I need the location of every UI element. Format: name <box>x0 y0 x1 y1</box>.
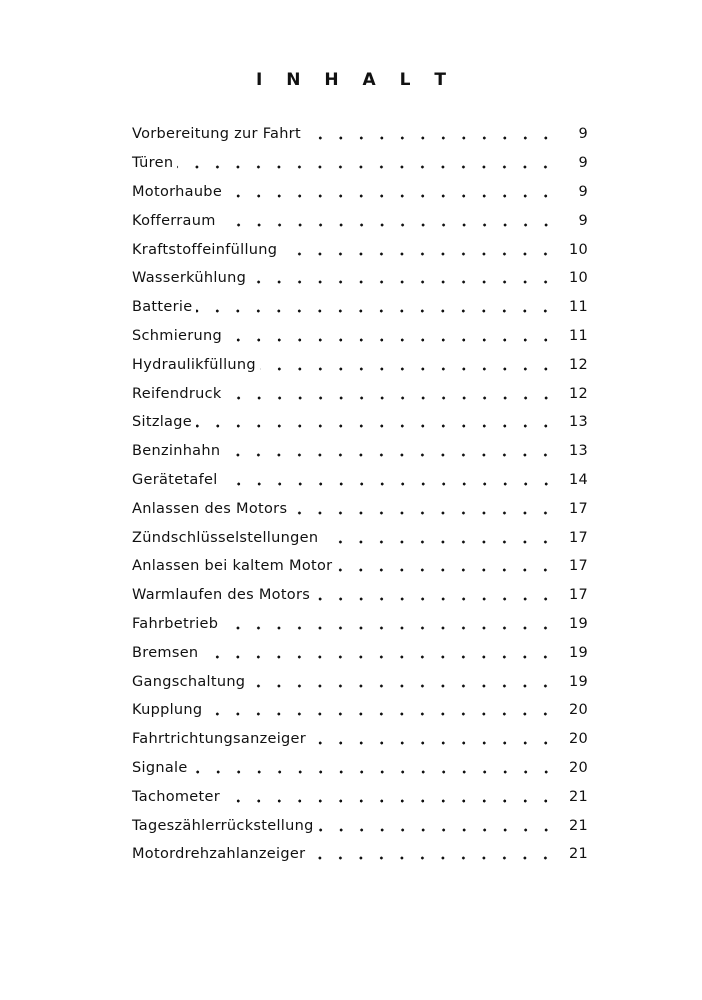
dot-leader <box>322 535 556 549</box>
toc-entry <box>132 667 588 696</box>
toc-entry-label: Warmlaufen des Motors <box>132 587 311 604</box>
toc-entry <box>132 754 588 783</box>
dot-leader <box>177 160 556 174</box>
toc-entry-label: Kupplung <box>132 702 203 719</box>
toc-entry <box>132 811 588 840</box>
toc-entry-label: Zündschlüsselstellungen <box>132 529 319 546</box>
toc-entry-page-number: 13 <box>568 443 588 460</box>
dot-leader <box>224 448 556 462</box>
dot-leader <box>250 275 556 289</box>
toc-entry-page-number: 17 <box>568 500 588 517</box>
toc-entry <box>132 494 588 523</box>
toc-entry-page-number: 20 <box>568 702 588 719</box>
toc-entry-label: Fahrtrichtungsanzeiger <box>132 731 307 748</box>
toc-entry-label: Batterie <box>132 299 193 316</box>
toc-entry-label: Türen <box>132 155 174 172</box>
toc-entry-label: Schmierung <box>132 327 222 344</box>
toc-entry <box>132 610 588 639</box>
toc-entry <box>132 120 588 149</box>
dot-leader <box>226 189 556 203</box>
toc-entry-label: Vorbereitung zur Fahrt <box>132 126 301 143</box>
toc-entry <box>132 581 588 610</box>
toc-entry <box>132 408 588 437</box>
toc-entry-label: Bremsen <box>132 644 199 661</box>
toc-entry-page-number: 21 <box>568 846 588 863</box>
toc-entry <box>132 552 588 581</box>
dot-leader <box>281 247 556 261</box>
toc-entry-page-number: 12 <box>568 356 588 373</box>
toc-entry-label: Reifendruck <box>132 385 222 402</box>
toc-entry-label: Anlassen bei kaltem Motor <box>132 558 333 575</box>
page-title: I N H A L T <box>256 70 455 90</box>
toc-entry <box>132 350 588 379</box>
dot-leader <box>309 851 556 865</box>
toc-entry-page-number: 21 <box>568 817 588 834</box>
dot-leader <box>226 391 556 405</box>
dot-leader <box>249 679 556 693</box>
table-of-contents <box>132 120 588 869</box>
toc-entry-label: Anlassen des Motors <box>132 500 288 517</box>
toc-entry-label: Sitzlage <box>132 414 192 431</box>
toc-entry-page-number: 10 <box>568 270 588 287</box>
dot-leader <box>305 131 556 145</box>
toc-entry-page-number: 9 <box>578 126 588 143</box>
toc-entry <box>132 696 588 725</box>
toc-entry-label: Fahrbetrieb <box>132 615 219 632</box>
dot-leader <box>226 333 556 347</box>
toc-entry-page-number: 21 <box>568 788 588 805</box>
toc-entry-label: Gangschaltung <box>132 673 246 690</box>
toc-entry-label: Motorhaube <box>132 183 223 200</box>
toc-entry <box>132 523 588 552</box>
dot-leader <box>314 592 556 606</box>
toc-entry-page-number: 9 <box>578 212 588 229</box>
dot-leader <box>310 736 556 750</box>
toc-entry-page-number: 20 <box>568 759 588 776</box>
toc-entry-label: Hydraulikfüllung <box>132 356 256 373</box>
toc-entry-page-number: 19 <box>568 615 588 632</box>
toc-entry-page-number: 17 <box>568 558 588 575</box>
dot-leader <box>222 621 556 635</box>
toc-entry-page-number: 9 <box>578 155 588 172</box>
toc-entry-label: Kraftstoffeinfüllung <box>132 241 278 258</box>
toc-entry <box>132 638 588 667</box>
dot-leader <box>224 794 556 808</box>
toc-entry-label: Gerätetafel <box>132 471 218 488</box>
toc-entry-page-number: 17 <box>568 529 588 546</box>
dot-leader <box>202 650 556 664</box>
dot-leader <box>336 563 556 577</box>
dot-leader <box>220 218 556 232</box>
toc-entry-page-number: 11 <box>568 327 588 344</box>
toc-entry-page-number: 10 <box>568 241 588 258</box>
dot-leader <box>291 506 556 520</box>
toc-entry <box>132 322 588 351</box>
dot-leader <box>318 823 556 837</box>
dot-leader <box>196 304 556 318</box>
toc-entry-label: Kofferraum <box>132 212 216 229</box>
toc-entry-page-number: 12 <box>568 385 588 402</box>
toc-entry-page-number: 19 <box>568 673 588 690</box>
toc-entry <box>132 840 588 869</box>
toc-entry <box>132 293 588 322</box>
toc-entry-page-number: 19 <box>568 644 588 661</box>
toc-entry-page-number: 11 <box>568 299 588 316</box>
dot-leader <box>206 707 556 721</box>
toc-entry <box>132 264 588 293</box>
toc-entry <box>132 466 588 495</box>
dot-leader <box>260 362 556 376</box>
toc-entry <box>132 782 588 811</box>
toc-entry <box>132 206 588 235</box>
toc-entry <box>132 149 588 178</box>
toc-entry-page-number: 20 <box>568 731 588 748</box>
toc-entry-label: Signale <box>132 759 188 776</box>
toc-entry-page-number: 13 <box>568 414 588 431</box>
dot-leader <box>192 765 556 779</box>
toc-entry-label: Wasserkühlung <box>132 270 247 287</box>
toc-entry <box>132 379 588 408</box>
toc-entry-label: Tageszählerrückstellung <box>132 817 314 834</box>
toc-entry <box>132 178 588 207</box>
toc-entry-page-number: 14 <box>568 471 588 488</box>
dot-leader <box>222 477 556 491</box>
toc-entry-label: Tachometer <box>132 788 220 805</box>
toc-entry-page-number: 17 <box>568 587 588 604</box>
toc-entry <box>132 725 588 754</box>
toc-entry <box>132 437 588 466</box>
toc-entry-label: Motordrehzahlanzeiger <box>132 846 306 863</box>
toc-entry-label: Benzinhahn <box>132 443 221 460</box>
toc-entry-page-number: 9 <box>578 183 588 200</box>
dot-leader <box>196 419 556 433</box>
toc-entry <box>132 235 588 264</box>
